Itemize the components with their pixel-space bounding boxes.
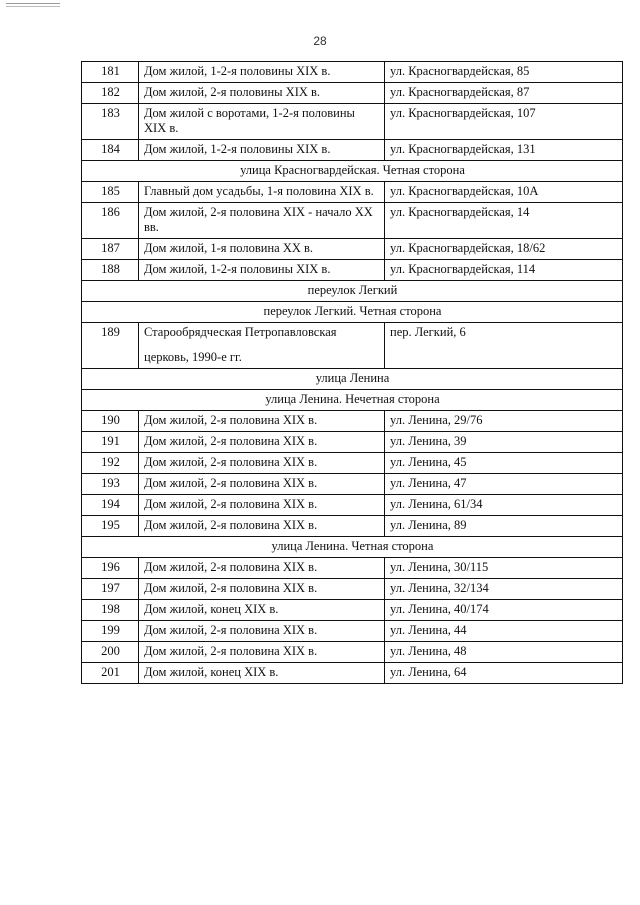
object-description: [139, 411, 385, 432]
section-header-row: [82, 302, 623, 323]
object-description: [139, 62, 385, 83]
row-number: 198: [82, 600, 139, 621]
description-text: Дом жилой, 2-я половина XIX в.: [144, 497, 318, 511]
description-text: Дом жилой, 1-2-я половины XIX в.: [144, 262, 331, 276]
table-row: [82, 495, 623, 516]
object-description: [139, 663, 385, 684]
row-number: 193: [82, 474, 139, 495]
description-text: Дом жилой, 2-я половина XIX - начало XX вв.: [144, 205, 373, 234]
table-row: [82, 260, 623, 281]
object-address: ул. Ленина, 89: [385, 516, 623, 537]
object-address: пер. Легкий, 6: [385, 323, 623, 369]
row-number: 186: [82, 203, 139, 239]
heritage-table-body: [82, 62, 623, 684]
object-address: ул. Ленина, 48: [385, 642, 623, 663]
object-description: [139, 239, 385, 260]
row-number: 189: [82, 323, 139, 369]
row-number: 188: [82, 260, 139, 281]
section-header-row: [82, 390, 623, 411]
object-description: [139, 495, 385, 516]
row-number: 192: [82, 453, 139, 474]
corner-rule: [6, 3, 60, 4]
section-title: улица Ленина. Нечетная сторона: [82, 390, 623, 411]
row-number: 195: [82, 516, 139, 537]
object-description: [139, 474, 385, 495]
row-number: 187: [82, 239, 139, 260]
object-address: ул. Красногвардейская, 107: [385, 104, 623, 140]
section-header-row: [82, 281, 623, 302]
object-description: [139, 432, 385, 453]
description-text: Старообрядческая Петропавловская: [144, 325, 337, 339]
object-address: ул. Ленина, 61/34: [385, 495, 623, 516]
object-description: [139, 203, 385, 239]
table-row: [82, 323, 623, 369]
row-number: 197: [82, 579, 139, 600]
row-number: 183: [82, 104, 139, 140]
heritage-table: [81, 61, 623, 684]
object-address: ул. Ленина, 45: [385, 453, 623, 474]
section-header-row: [82, 537, 623, 558]
table-row: [82, 558, 623, 579]
table-row: [82, 182, 623, 203]
table-row: [82, 663, 623, 684]
object-description: [139, 558, 385, 579]
description-text: Дом жилой, 2-я половина XIX в.: [144, 413, 318, 427]
description-text: Дом жилой, 2-я половина XIX в.: [144, 581, 318, 595]
object-address: ул. Ленина, 30/115: [385, 558, 623, 579]
table-row: [82, 411, 623, 432]
object-description: [139, 516, 385, 537]
object-address: ул. Ленина, 40/174: [385, 600, 623, 621]
object-address: ул. Красногвардейская, 131: [385, 140, 623, 161]
object-address: ул. Ленина, 64: [385, 663, 623, 684]
object-address: ул. Красногвардейская, 10А: [385, 182, 623, 203]
row-number: 181: [82, 62, 139, 83]
table-row: [82, 600, 623, 621]
description-text: Дом жилой, конец XIX в.: [144, 665, 279, 679]
row-number: 194: [82, 495, 139, 516]
object-address: ул. Красногвардейская, 114: [385, 260, 623, 281]
description-text: Дом жилой, 2-я половина XIX в.: [144, 476, 318, 490]
row-number: 200: [82, 642, 139, 663]
object-address: ул. Ленина, 47: [385, 474, 623, 495]
row-number: 185: [82, 182, 139, 203]
description-text: Дом жилой, 2-я половины XIX в.: [144, 85, 321, 99]
object-address: ул. Ленина, 44: [385, 621, 623, 642]
object-address: ул. Ленина, 29/76: [385, 411, 623, 432]
corner-rule: [6, 6, 60, 7]
object-address: ул. Ленина, 39: [385, 432, 623, 453]
table-row: [82, 621, 623, 642]
object-description: [139, 579, 385, 600]
object-description: [139, 642, 385, 663]
row-number: 196: [82, 558, 139, 579]
table-row: [82, 474, 623, 495]
description-text: Дом жилой, конец XIX в.: [144, 602, 279, 616]
description-text: Дом жилой, 1-я половина XX в.: [144, 241, 314, 255]
table-row: [82, 432, 623, 453]
row-number: 182: [82, 83, 139, 104]
object-description: [139, 621, 385, 642]
section-header-row: [82, 369, 623, 390]
table-row: [82, 62, 623, 83]
table-row: [82, 104, 623, 140]
object-description: [139, 323, 385, 369]
table-row: [82, 642, 623, 663]
description-text: Дом жилой, 2-я половина XIX в.: [144, 644, 318, 658]
table-row: [82, 579, 623, 600]
object-address: ул. Красногвардейская, 18/62: [385, 239, 623, 260]
section-title: переулок Легкий. Четная сторона: [82, 302, 623, 323]
description-text: Дом жилой, 2-я половина XIX в.: [144, 623, 318, 637]
description-text: Дом жилой, 1-2-я половины XIX в.: [144, 64, 331, 78]
section-title: переулок Легкий: [82, 281, 623, 302]
table-row: [82, 239, 623, 260]
row-number: 199: [82, 621, 139, 642]
description-text: Дом жилой, 2-я половина XIX в.: [144, 518, 318, 532]
row-number: 201: [82, 663, 139, 684]
description-text: Дом жилой, 2-я половина XIX в.: [144, 434, 318, 448]
description-text: Дом жилой с воротами, 1-2-я половины XIX в.: [144, 106, 355, 135]
table-row: [82, 516, 623, 537]
description-text: Дом жилой, 2-я половина XIX в.: [144, 455, 318, 469]
row-number: 190: [82, 411, 139, 432]
section-title: улица Ленина: [82, 369, 623, 390]
object-address: ул. Красногвардейская, 87: [385, 83, 623, 104]
table-row: [82, 453, 623, 474]
row-number: 191: [82, 432, 139, 453]
object-description: [139, 453, 385, 474]
object-description: [139, 104, 385, 140]
page-number: 28: [313, 34, 327, 48]
section-title: улица Красногвардейская. Четная сторона: [82, 161, 623, 182]
object-description: [139, 260, 385, 281]
section-title: улица Ленина. Четная сторона: [82, 537, 623, 558]
row-number: 184: [82, 140, 139, 161]
table-row: [82, 83, 623, 104]
description-text: Дом жилой, 1-2-я половины XIX в.: [144, 142, 331, 156]
object-description: [139, 83, 385, 104]
description-text-line2: церковь, 1990-е гг.: [144, 350, 242, 364]
object-description: [139, 600, 385, 621]
description-text: Дом жилой, 2-я половина XIX в.: [144, 560, 318, 574]
object-address: ул. Красногвардейская, 85: [385, 62, 623, 83]
table-row: [82, 140, 623, 161]
object-description: [139, 140, 385, 161]
object-address: ул. Красногвардейская, 14: [385, 203, 623, 239]
object-description: [139, 182, 385, 203]
object-address: ул. Ленина, 32/134: [385, 579, 623, 600]
description-text: Главный дом усадьбы, 1-я половина XIX в.: [144, 184, 374, 198]
table-row: [82, 203, 623, 239]
section-header-row: [82, 161, 623, 182]
